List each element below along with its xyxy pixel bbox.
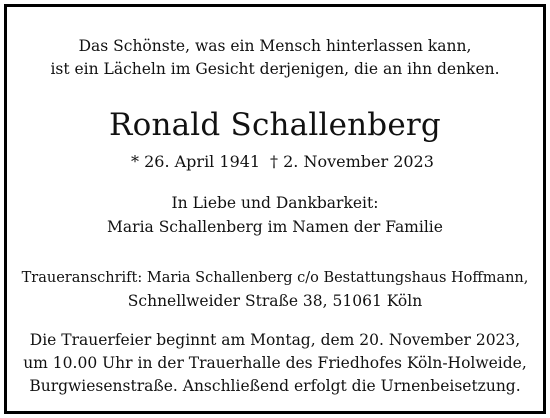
mourners-line-2: Maria Schallenberg im Namen der Familie: [107, 218, 443, 236]
quote-line-2: ist ein Lächeln im Gesicht derjenigen, die an ihn denken.: [50, 60, 500, 78]
deceased-name: Ronald Schallenberg: [109, 107, 441, 143]
ceremony-line-2: um 10.00 Uhr in der Trauerhalle des Friedhofes Köln-Holweide,: [23, 354, 527, 372]
mourners-line-1: In Liebe und Dankbarkeit:: [171, 194, 379, 212]
ceremony-line-3: Burgwiesenstraße. Anschließend erfolgt die Urnenbeisetzung.: [29, 377, 521, 395]
ceremony-line-1: Die Trauerfeier beginnt am Montag, dem 20. November 2023,: [29, 331, 521, 349]
birth-date: * 26. April 1941: [131, 152, 261, 171]
death-date: † 2. November 2023: [270, 152, 434, 171]
obituary-notice: [4, 4, 546, 414]
address-line-1: Traueranschrift: Maria Schallenberg c/o Bestattungshaus Hoffmann,: [21, 270, 529, 286]
address-line-2: Schnellweider Straße 38, 51061 Köln: [127, 292, 423, 310]
quote-line-1: Das Schönste, was ein Mensch hinterlassen kann,: [78, 37, 472, 55]
